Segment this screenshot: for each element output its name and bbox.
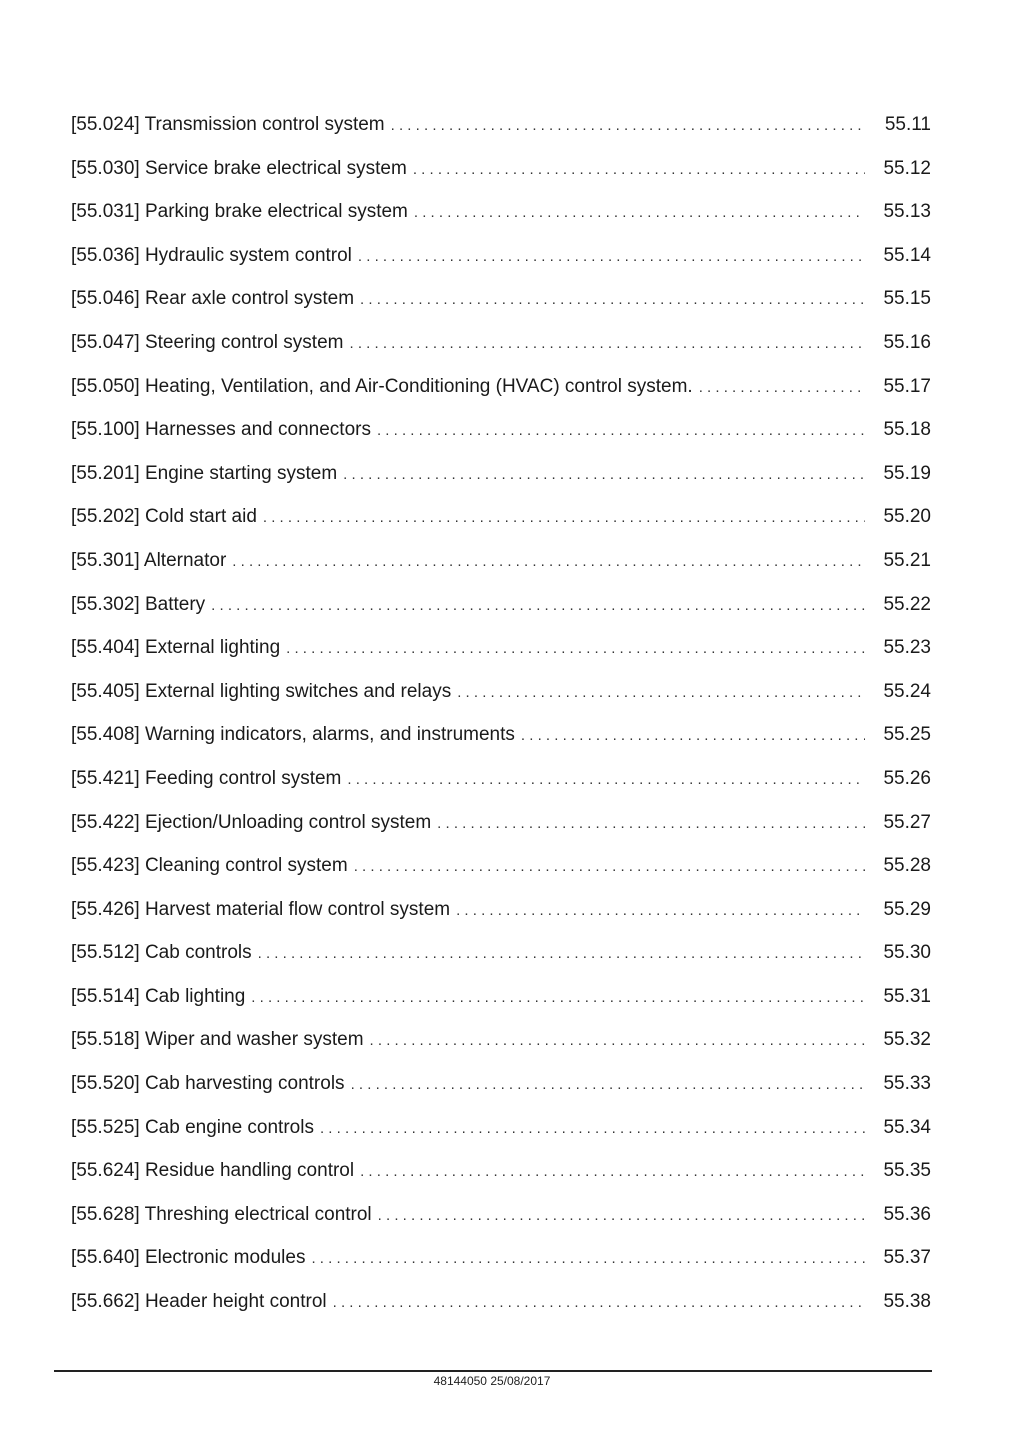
- toc-entry-page: 55.26: [883, 767, 931, 789]
- toc-entry-title: [55.404] External lighting: [71, 637, 281, 659]
- toc-entry[interactable]: [71, 583, 931, 627]
- toc-entry-title: [55.405] External lighting switches and relays: [71, 680, 452, 702]
- toc-entry[interactable]: [71, 1236, 931, 1280]
- toc-entry[interactable]: [71, 1062, 931, 1106]
- dot-leader: [263, 496, 865, 540]
- toc-entry[interactable]: [71, 234, 931, 278]
- toc-entry-page: 55.17: [883, 375, 931, 397]
- toc-entry[interactable]: [71, 539, 931, 583]
- toc-entry-page: 55.27: [883, 811, 931, 833]
- table-of-contents: [71, 103, 931, 1324]
- toc-entry[interactable]: [71, 408, 931, 452]
- toc-entry-title: [55.201] Engine starting system: [71, 462, 338, 484]
- dot-leader: [699, 366, 865, 410]
- dot-leader: [521, 714, 865, 758]
- toc-entry[interactable]: [71, 888, 931, 932]
- dot-leader: [457, 671, 865, 715]
- toc-entry[interactable]: [71, 103, 931, 147]
- dot-leader: [333, 1281, 865, 1325]
- dot-leader: [343, 453, 865, 497]
- toc-entry-page: 55.21: [883, 549, 931, 571]
- toc-entry-page: 55.30: [883, 942, 931, 964]
- dot-leader: [232, 540, 865, 584]
- toc-entry-title: [55.640] Electronic modules: [71, 1247, 306, 1269]
- toc-entry-title: [55.024] Transmission control system: [71, 114, 385, 135]
- toc-entry-title: [55.514] Cab lighting: [71, 985, 246, 1007]
- toc-entry[interactable]: [71, 713, 931, 757]
- dot-leader: [414, 191, 865, 235]
- toc-entry-page: 55.37: [883, 1247, 931, 1269]
- toc-entry[interactable]: [71, 670, 931, 714]
- dot-leader: [378, 1194, 865, 1238]
- toc-entry-title: [55.036] Hydraulic system control: [71, 244, 352, 266]
- dot-leader: [360, 278, 865, 322]
- toc-entry[interactable]: [71, 1106, 931, 1150]
- dot-leader: [358, 235, 865, 279]
- toc-entry-title: [55.426] Harvest material flow control system: [71, 898, 451, 920]
- toc-entry-title: [55.202] Cold start aid: [71, 506, 257, 528]
- toc-entry[interactable]: [71, 495, 931, 539]
- toc-entry-title: [55.628] Threshing electrical control: [71, 1203, 372, 1225]
- toc-entry-title: [55.030] Service brake electrical system: [71, 157, 407, 179]
- toc-entry-page: 55.12: [883, 157, 931, 179]
- toc-entry-page: 55.23: [883, 637, 931, 659]
- toc-entry-page: 55.32: [883, 1029, 931, 1051]
- dot-leader: [211, 584, 865, 628]
- toc-entry[interactable]: [71, 190, 931, 234]
- toc-entry[interactable]: [71, 931, 931, 975]
- toc-entry-page: 55.31: [883, 985, 931, 1007]
- toc-entry[interactable]: [71, 801, 931, 845]
- dot-leader: [258, 932, 865, 976]
- dot-leader: [360, 1150, 865, 1194]
- dot-leader: [391, 104, 865, 148]
- dot-leader: [311, 1237, 865, 1281]
- dot-leader: [354, 845, 865, 889]
- toc-entry-page: 55.36: [883, 1203, 931, 1225]
- toc-entry-title: [55.302] Battery: [71, 593, 206, 615]
- toc-entry-title: [55.423] Cleaning control system: [71, 855, 348, 877]
- toc-entry-title: [55.518] Wiper and washer system: [71, 1029, 364, 1051]
- toc-entry-page: 55.19: [883, 462, 931, 484]
- toc-entry[interactable]: [71, 365, 931, 409]
- toc-entry-title: [55.662] Header height control: [71, 1291, 327, 1313]
- toc-entry-page: 55.25: [883, 724, 931, 746]
- footer-document-id: 48144050 25/08/2017: [433, 1374, 551, 1388]
- toc-entry[interactable]: [71, 452, 931, 496]
- toc-entry-title: [55.408] Warning indicators, alarms, and instruments: [71, 724, 515, 746]
- toc-entry-title: [55.031] Parking brake electrical system: [71, 201, 408, 223]
- toc-entry-page: 55.16: [883, 331, 931, 353]
- toc-entry[interactable]: [71, 626, 931, 670]
- toc-entry-page: 55.15: [883, 288, 931, 310]
- dot-leader: [377, 409, 865, 453]
- dot-leader: [320, 1107, 865, 1151]
- toc-entry-page: 55.11: [884, 114, 931, 135]
- toc-entry[interactable]: [71, 844, 931, 888]
- dot-leader: [437, 802, 865, 846]
- toc-entry-page: 55.35: [883, 1160, 931, 1182]
- toc-entry[interactable]: [71, 1193, 931, 1237]
- toc-entry-page: 55.14: [883, 244, 931, 266]
- toc-entry[interactable]: [71, 975, 931, 1019]
- toc-entry-page: 55.33: [883, 1073, 931, 1095]
- toc-entry-title: [55.520] Cab harvesting controls: [71, 1073, 345, 1095]
- toc-entry-page: 55.29: [883, 898, 931, 920]
- toc-entry-title: [55.050] Heating, Ventilation, and Air-Conditioning (HVAC) control system.: [71, 375, 693, 397]
- dot-leader: [347, 758, 865, 802]
- toc-entry[interactable]: [71, 1149, 931, 1193]
- toc-entry-title: [55.421] Feeding control system: [71, 767, 342, 789]
- footer-divider: [54, 1370, 932, 1372]
- toc-entry[interactable]: [71, 1280, 931, 1324]
- dot-leader: [286, 627, 865, 671]
- toc-entry-page: 55.22: [883, 593, 931, 615]
- toc-entry-page: 55.34: [883, 1116, 931, 1138]
- dot-leader: [351, 1063, 865, 1107]
- toc-entry-title: [55.046] Rear axle control system: [71, 288, 355, 310]
- toc-entry[interactable]: [71, 1018, 931, 1062]
- toc-entry-title: [55.624] Residue handling control: [71, 1160, 355, 1182]
- toc-entry[interactable]: [71, 277, 931, 321]
- toc-entry-title: [55.047] Steering control system: [71, 331, 344, 353]
- dot-leader: [456, 889, 865, 933]
- toc-entry-title: [55.100] Harnesses and connectors: [71, 419, 371, 441]
- toc-entry-title: [55.301] Alternator: [71, 549, 227, 571]
- dot-leader: [413, 148, 865, 192]
- toc-entry[interactable]: [71, 321, 931, 365]
- toc-entry-page: 55.24: [883, 680, 931, 702]
- toc-entry-title: [55.512] Cab controls: [71, 942, 252, 964]
- toc-entry[interactable]: [71, 757, 931, 801]
- dot-leader: [251, 976, 865, 1020]
- toc-entry-page: 55.38: [883, 1291, 931, 1313]
- toc-entry-title: [55.525] Cab engine controls: [71, 1116, 314, 1138]
- dot-leader: [349, 322, 865, 366]
- toc-entry-page: 55.20: [883, 506, 931, 528]
- dot-leader: [370, 1019, 865, 1063]
- toc-entry-page: 55.18: [883, 419, 931, 441]
- toc-entry-page: 55.28: [883, 855, 931, 877]
- toc-entry[interactable]: [71, 147, 931, 191]
- toc-entry-page: 55.13: [883, 201, 931, 223]
- toc-entry-title: [55.422] Ejection/Unloading control system: [71, 811, 432, 833]
